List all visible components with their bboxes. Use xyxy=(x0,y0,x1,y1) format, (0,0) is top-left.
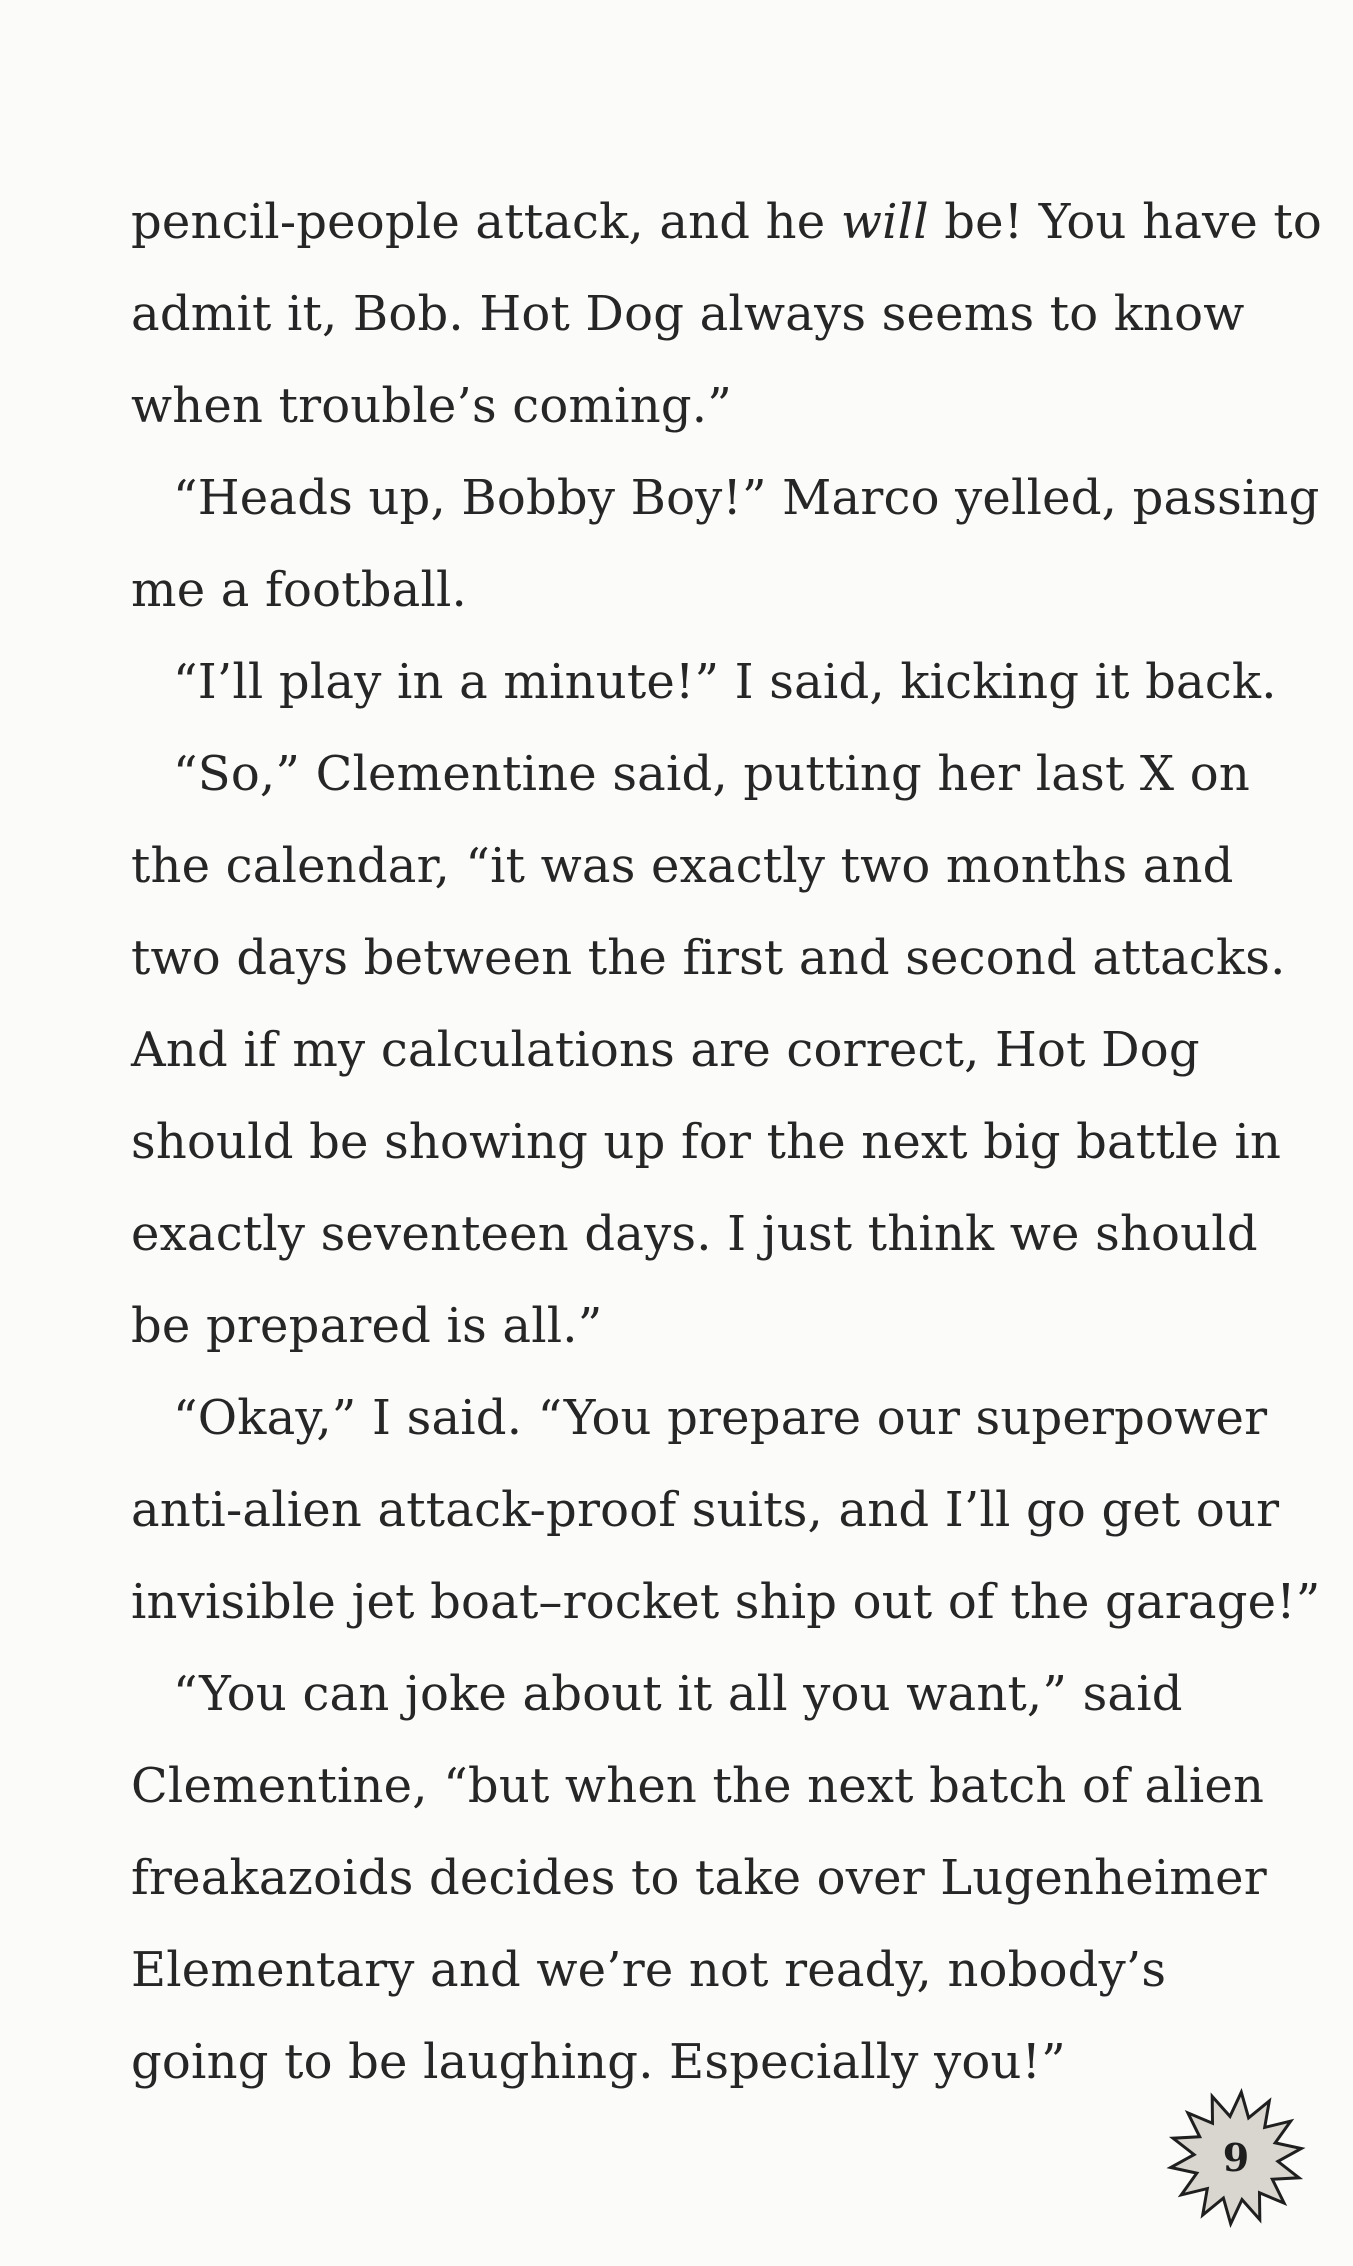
text-line-7: “So,” Clementine said, putting her last X on xyxy=(173,746,1250,802)
story-text xyxy=(131,176,1323,2108)
text-line-16: invisible jet boat–rocket ship out of the garage!” xyxy=(131,1574,1321,1630)
text-line-8: the calendar, “it was exactly two months and xyxy=(131,838,1234,894)
text-line-13: be prepared is all.” xyxy=(131,1298,603,1354)
text-line-21: going to be laughing. Especially you!” xyxy=(131,2034,1066,2090)
text-line-9: two days between the first and second attacks. xyxy=(131,930,1286,986)
text-line-1: pencil-people attack, and he will be! You have to xyxy=(131,194,1323,250)
text-line-14: “Okay,” I said. “You prepare our superpower xyxy=(173,1390,1268,1446)
text-line-10: And if my calculations are correct, Hot Dog xyxy=(131,1022,1200,1078)
emphasized-word: will xyxy=(840,194,929,250)
text-line-20: Elementary and we’re not ready, nobody’s xyxy=(131,1942,1167,1998)
page-number-badge xyxy=(1166,2088,1306,2228)
text-line-17: “You can joke about it all you want,” said xyxy=(173,1666,1183,1722)
text-line-19: freakazoids decides to take over Lugenheimer xyxy=(131,1850,1267,1906)
text-line-6: “I’ll play in a minute!” I said, kicking it back. xyxy=(173,654,1277,710)
text-line-3: when trouble’s coming.” xyxy=(131,378,732,434)
text-line-4: “Heads up, Bobby Boy!” Marco yelled, passing xyxy=(173,470,1320,526)
text-line-2: admit it, Bob. Hot Dog always seems to know xyxy=(131,286,1245,342)
text-line-11: should be showing up for the next big battle in xyxy=(131,1114,1282,1170)
text-line-12: exactly seventeen days. I just think we should xyxy=(131,1206,1258,1262)
text-line-5: me a football. xyxy=(131,562,468,618)
text-line-15: anti-alien attack-proof suits, and I’ll go get our xyxy=(131,1482,1280,1538)
page-number: 9 xyxy=(1222,2135,1250,2180)
text-line-18: Clementine, “but when the next batch of alien xyxy=(131,1758,1265,1814)
